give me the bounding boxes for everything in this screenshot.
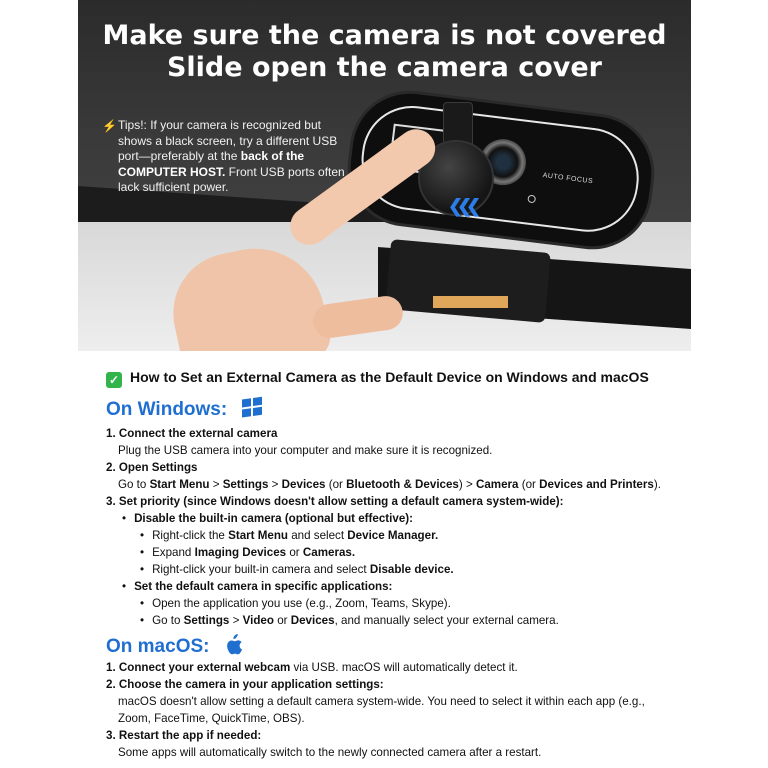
mac-step-3-text: Some apps will automatically switch to the newly connected camera after a restart. [118,746,542,759]
autofocus-label: AUTO FOCUS [542,172,594,186]
win-sub-1-item-1: • Right-click the Start Menu and select Device Manager. [140,529,439,542]
win-sub-2-item-1: • Open the application you use (e.g., Zoom, Teams, Skype). [140,597,451,610]
mac-step-2-text-2: Zoom, FaceTime, QuickTime, OBS). [118,712,305,725]
mac-step-2-text-1: macOS doesn't allow setting a default camera system-wide. You need to select it within each app (e.g., [118,695,645,708]
win-sub-1-item-3: • Right-click your built-in camera and select Disable device. [140,563,454,576]
mount-clip [433,296,508,308]
checkmark-icon: ✓ [106,372,122,388]
win-sub-1-item-2: • Expand Imaging Devices or Cameras. [140,546,356,559]
macos-heading: On macOS: [106,634,243,658]
headline-line-1: Make sure the camera is not covered [102,20,667,51]
apple-logo-icon [223,634,243,656]
win-sub-2-title: • Set the default camera in specific applications: [122,580,393,593]
windows-logo-icon [242,396,264,419]
mac-step-1: 1. Connect your external webcam via USB. macOS will automatically detect it. [106,661,518,674]
mac-step-3-title: 3. Restart the app if needed: [106,729,262,742]
tips-bold-text: back of the COMPUTER HOST. [118,149,305,179]
win-sub-2-item-2: • Go to Settings > Video or Devices, and manually select your external camera. [140,614,559,627]
tips-note [104,118,352,196]
tips-suffix: Front USB ports often lack sufficient power. [118,164,345,194]
win-sub-1-title: • Disable the built-in camera (optional but effective): [122,512,413,525]
win-step-3-title: 3. Set priority (since Windows doesn't allow setting a default camera system-wide): [106,495,564,508]
win-step-1-text: Plug the USB camera into your computer and make sure it is recognized. [118,444,493,457]
webcam-mount [385,239,550,323]
windows-heading: On Windows: [106,398,264,421]
tips-text: Tips!: If your camera is recognized but shows a black screen, try a different USB port—preferably at the [118,118,338,163]
section-title: ✓ How to Set an External Camera as the Default Device on Windows and macOS [106,369,649,388]
mac-step-2-title: 2. Choose the camera in your application settings: [106,678,384,691]
win-step-2-text: Go to Start Menu > Settings > Devices (or Bluetooth & Devices) > Camera (or Devices and Printers). [118,478,661,491]
slide-arrows-icon: ❮❮❮ [448,196,476,216]
headline-line-2: Slide open the camera cover [166,52,603,83]
win-step-2-title: 2. Open Settings [106,461,198,474]
hero-photo [78,0,691,351]
win-step-1-title: 1. Connect the external camera [106,427,278,440]
lightning-bolt-icon: ⚡ [102,119,117,133]
